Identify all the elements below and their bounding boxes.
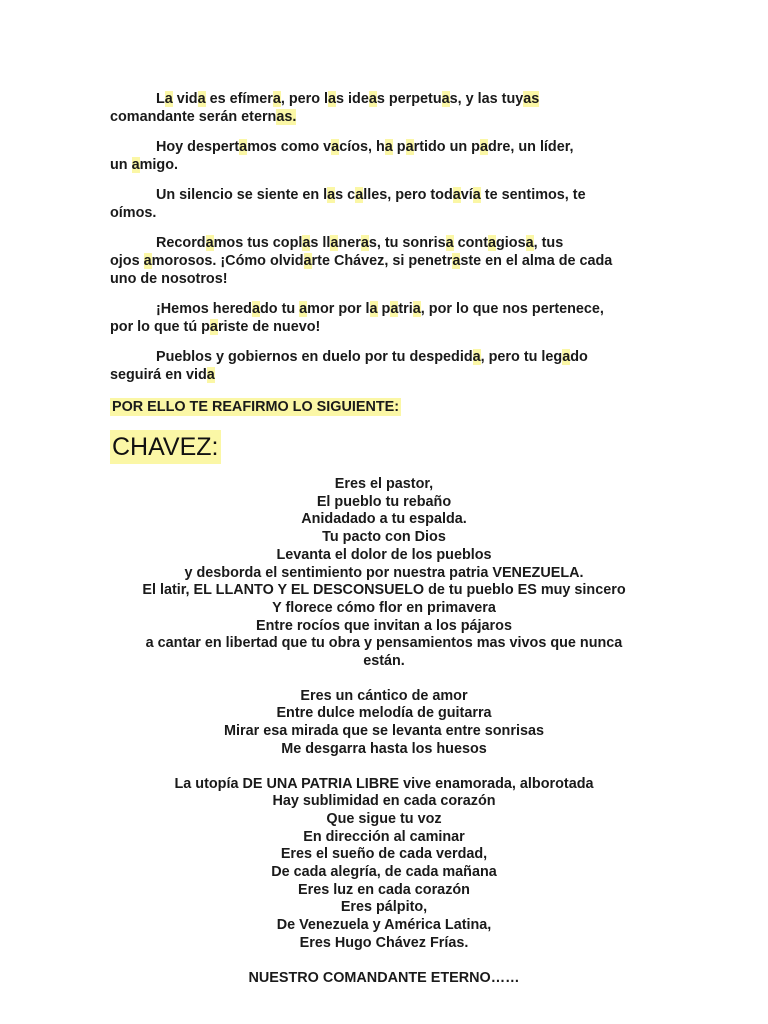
- poem: [110, 476, 658, 987]
- paragraph-text: un: [110, 157, 132, 173]
- poem-line: Me desgarra hasta los huesos: [281, 740, 487, 757]
- poem-line: Tu pacto con Dios: [322, 529, 446, 546]
- paragraph-text: ner: [338, 235, 361, 251]
- highlighted-text: as: [523, 91, 540, 107]
- paragraph-text: Pueblos y gobiernos en duelo por tu despedid: [156, 349, 473, 365]
- stanza: [110, 776, 658, 953]
- highlighted-text: a: [302, 235, 311, 251]
- highlighted-text: a: [445, 235, 454, 251]
- highlighted-text: a: [368, 91, 377, 107]
- highlighted-text: a: [441, 91, 450, 107]
- closing-line: NUESTRO COMANDANTE ETERNO……: [248, 969, 520, 986]
- paragraph-text: migo.: [139, 157, 178, 173]
- highlighted-text: a: [390, 301, 399, 317]
- poem-title: CHAVEZ:: [110, 430, 221, 464]
- paragraph-text: cont: [453, 235, 488, 251]
- paragraph-text: Un silencio se siente en l: [156, 187, 328, 203]
- paragraph-text: ví: [460, 187, 473, 203]
- paragraph: [110, 348, 655, 384]
- poem-line: Entre rocíos que invitan a los pájaros: [256, 617, 512, 634]
- paragraph: [110, 90, 655, 126]
- poem-line: El latir, EL LLANTO Y EL DESCONSUELO de tu pueblo ES muy sincero: [142, 582, 626, 599]
- poem-line: Hay sublimidad en cada corazón: [272, 793, 496, 810]
- highlighted-text: a: [328, 91, 337, 107]
- highlighted-text: a: [360, 235, 369, 251]
- paragraph: [110, 234, 655, 288]
- paragraph-text: s ll: [310, 235, 331, 251]
- poem-line: De Venezuela y América Latina,: [276, 917, 492, 934]
- paragraph-text: uno de nosotros!: [110, 271, 228, 287]
- highlighted-text: a: [412, 301, 421, 317]
- paragraph-text: mos tus copl: [213, 235, 303, 251]
- highlighted-text: a: [206, 367, 215, 383]
- highlighted-text: a: [384, 139, 393, 155]
- paragraph-text: , pero tu leg: [480, 349, 563, 365]
- highlighted-text: a: [164, 91, 173, 107]
- highlighted-text: a: [562, 349, 571, 365]
- paragraph-text: mos como v: [247, 139, 332, 155]
- paragraph: [110, 186, 655, 222]
- paragraph-text: cíos, h: [339, 139, 385, 155]
- highlighted-text: a: [525, 235, 534, 251]
- highlighted-text: a: [355, 187, 364, 203]
- paragraph-text: ojos: [110, 253, 144, 269]
- highlighted-text: a: [131, 157, 140, 173]
- paragraph-text: por lo que tú p: [110, 319, 210, 335]
- paragraph-text: do tu: [259, 301, 300, 317]
- poem-line: Entre dulce melodía de guitarra: [276, 705, 492, 722]
- paragraph-text: L: [156, 91, 165, 107]
- poem-line: Que sigue tu voz: [326, 810, 442, 827]
- paragraph-text: Record: [156, 235, 206, 251]
- highlighted-text: a: [143, 253, 152, 269]
- highlighted-text: a: [479, 139, 488, 155]
- paragraph-text: es efímer: [205, 91, 273, 107]
- paragraph-text: p: [377, 301, 391, 317]
- highlighted-text: a: [452, 187, 461, 203]
- stanza: [110, 688, 658, 759]
- poem-line: están.: [363, 653, 405, 670]
- paragraph-text: rtido un p: [413, 139, 480, 155]
- highlighted-text: a: [488, 235, 497, 251]
- poem-line: La utopía DE UNA PATRIA LIBRE vive enamorada, alborotada: [174, 775, 594, 792]
- highlighted-text: a: [331, 139, 340, 155]
- poem-line: De cada alegría, de cada mañana: [271, 864, 497, 881]
- highlighted-text: a: [303, 253, 312, 269]
- paragraph-text: lles, pero tod: [363, 187, 453, 203]
- poem-line: En dirección al caminar: [303, 828, 465, 845]
- paragraph-text: , pero l: [280, 91, 329, 107]
- paragraph: [110, 300, 655, 336]
- paragraph-text: ste en el alma de cada: [460, 253, 613, 269]
- paragraph: [110, 138, 655, 174]
- reaffirm-heading: POR ELLO TE REAFIRMO LO SIGUIENTE:: [112, 399, 400, 415]
- stanza-list: [110, 476, 658, 953]
- poem-line: a cantar en libertad que tu obra y pensamientos mas vivos que nunca: [145, 635, 623, 652]
- paragraph-text: mor por l: [307, 301, 370, 317]
- poem-line: Eres Hugo Chávez Frías.: [299, 934, 469, 951]
- paragraph-text: s ide: [336, 91, 369, 107]
- paragraph-text: s c: [335, 187, 356, 203]
- poem-line: Eres el sueño de cada verdad,: [280, 846, 488, 863]
- highlighted-text: a: [209, 319, 218, 335]
- highlighted-text: as.: [276, 109, 297, 125]
- paragraph-text: p: [392, 139, 406, 155]
- highlighted-text: a: [405, 139, 414, 155]
- highlighted-text: a: [239, 139, 248, 155]
- paragraph-text: gios: [496, 235, 526, 251]
- paragraph-text: comandante serán etern: [110, 109, 277, 125]
- paragraph-text: , tus: [533, 235, 564, 251]
- poem-line: Y florece cómo flor en primavera: [272, 599, 496, 616]
- paragraph-text: ¡Hemos hered: [156, 301, 252, 317]
- paragraph-text: morosos. ¡Cómo olvid: [151, 253, 304, 269]
- highlighted-text: a: [327, 187, 336, 203]
- paragraph-text: s perpetu: [376, 91, 442, 107]
- poem-line: Anidadado a tu espalda.: [301, 511, 467, 528]
- prose-section: [110, 90, 655, 416]
- highlighted-text: a: [197, 91, 206, 107]
- highlighted-text: a: [205, 235, 214, 251]
- paragraph-text: Hoy despert: [156, 139, 240, 155]
- poem-line: Mirar esa mirada que se levanta entre sonrisas: [224, 723, 544, 740]
- poem-line: Eres pálpito,: [340, 899, 428, 916]
- paragraph-text: dre, un líder,: [487, 139, 574, 155]
- paragraph-text: tri: [398, 301, 413, 317]
- poem-line: El pueblo tu rebaño: [316, 493, 452, 510]
- highlighted-text: a: [272, 91, 281, 107]
- paragraph-text: riste de nuevo!: [217, 319, 321, 335]
- paragraph-text: do: [570, 349, 588, 365]
- poem-line: Levanta el dolor de los pueblos: [276, 546, 492, 563]
- highlighted-text: a: [472, 187, 481, 203]
- stanza: [110, 476, 658, 671]
- paragraph-text: s, tu sonris: [368, 235, 446, 251]
- highlighted-text: a: [299, 301, 308, 317]
- poem-line: Eres el pastor,: [334, 476, 434, 492]
- paragraph-text: seguirá en vid: [110, 367, 207, 383]
- paragraph-text: te sentimos, te: [480, 187, 586, 203]
- poem-line: Eres un cántico de amor: [300, 687, 468, 704]
- poem-line: y desborda el sentimiento por nuestra patria VENEZUELA.: [184, 564, 584, 581]
- paragraph-text: s, y las tuy: [449, 91, 524, 107]
- highlighted-text: a: [452, 253, 461, 269]
- paragraph-text: rte Chávez, si penetr: [311, 253, 453, 269]
- highlighted-text: a: [330, 235, 339, 251]
- paragraph-list: [110, 90, 655, 384]
- paragraph-text: oímos.: [110, 205, 157, 221]
- paragraph-text: vid: [172, 91, 198, 107]
- highlighted-text: a: [472, 349, 481, 365]
- paragraph-text: , por lo que nos pertenece,: [420, 301, 604, 317]
- highlighted-text: a: [369, 301, 378, 317]
- poem-line: Eres luz en cada corazón: [298, 881, 470, 898]
- highlighted-text: a: [251, 301, 260, 317]
